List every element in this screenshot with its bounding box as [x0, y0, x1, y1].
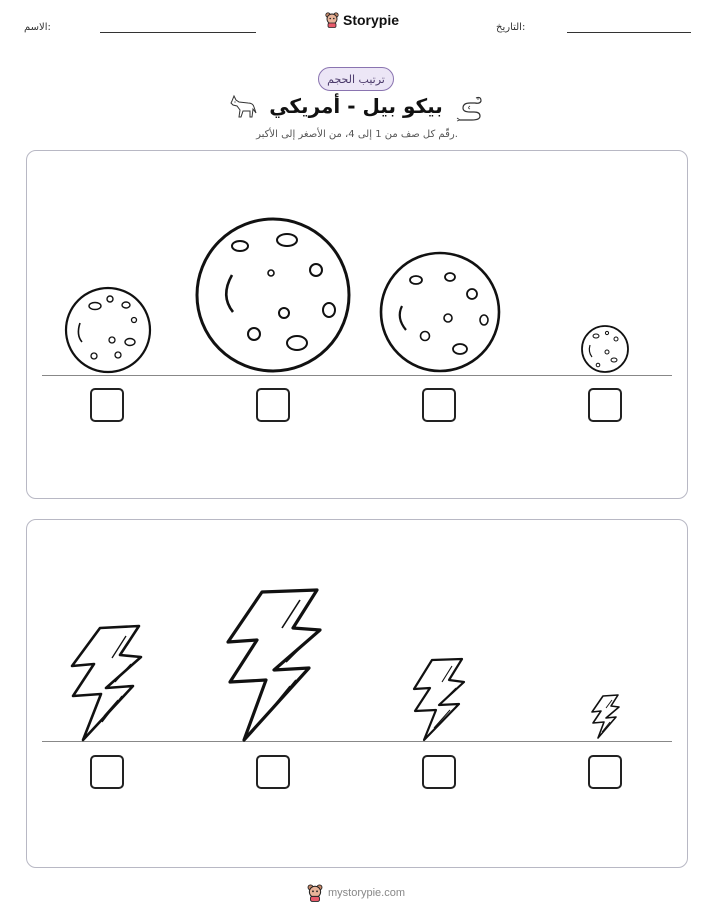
name-label: الاسم: — [24, 22, 51, 33]
worksheet-title: بيكو بيل - أمريكي — [269, 94, 443, 118]
lightning-medium-icon — [414, 659, 464, 740]
moon-rank-box-3[interactable] — [422, 388, 456, 422]
category-badge: ترتيب الحجم — [318, 67, 394, 91]
lightning-largest-icon — [228, 590, 320, 740]
date-input-line[interactable] — [567, 32, 691, 33]
bear-mascot-icon — [325, 12, 339, 28]
bear-mascot-icon — [306, 884, 324, 902]
lightning-rank-box-1[interactable] — [90, 755, 124, 789]
moon-medium-icon — [66, 288, 150, 372]
moon-smallest-icon — [582, 326, 628, 372]
moon-rank-box-4[interactable] — [588, 388, 622, 422]
moon-large-icon — [381, 253, 499, 371]
lightning-rank-box-4[interactable] — [588, 755, 622, 789]
coyote-icon — [228, 93, 258, 121]
moon-row-illustrations — [0, 150, 714, 380]
footer — [306, 884, 405, 902]
moon-rank-box-1[interactable] — [90, 388, 124, 422]
moon-rank-box-2[interactable] — [256, 388, 290, 422]
storypie-logo — [325, 12, 399, 28]
moon-largest-icon — [197, 219, 349, 371]
lightning-rank-box-2[interactable] — [256, 755, 290, 789]
footer-url[interactable]: mystorypie.com — [328, 887, 406, 899]
name-input-line[interactable] — [100, 32, 256, 33]
lightning-rank-box-3[interactable] — [422, 755, 456, 789]
date-label: التاريخ: — [496, 22, 526, 33]
rattlesnake-icon — [454, 92, 486, 122]
brand-name: Storypie — [343, 12, 400, 28]
instructions-text: رقّم كل صف من 1 إلى 4، من الأصغر إلى الأكبر. — [256, 129, 458, 140]
lightning-row-illustrations — [0, 580, 714, 750]
lightning-large-icon — [72, 626, 141, 740]
lightning-smallest-icon — [592, 695, 619, 738]
